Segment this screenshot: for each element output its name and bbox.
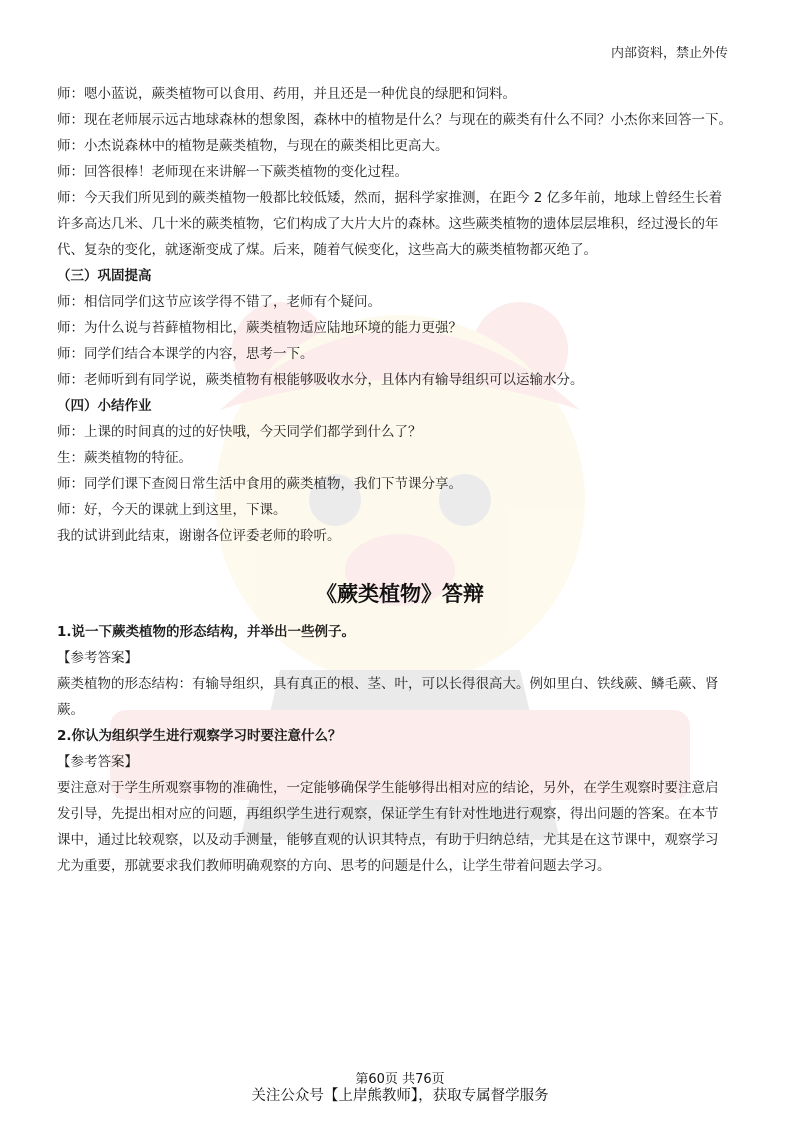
dialogue-line: 师：小杰说森林中的植物是蕨类植物，与现在的蕨类相比更高大。 xyxy=(57,138,449,154)
answer-text: 尤为重要，那就要求我们教师明确观察的方向、思考的问题是什么，让学生带着问题去学习。 xyxy=(57,858,611,874)
dialogue-line: 许多高达几米、几十米的蕨类植物，它们构成了大片大片的森林。这些蕨类植物的遗体层层堆积，经过漫长的年 xyxy=(57,216,719,232)
section-heading: （三）巩固提高 xyxy=(57,268,152,284)
question-1: 1.说一下蕨类植物的形态结构，并举出一些例子。 xyxy=(57,624,356,640)
dialogue-line: 师：同学们课下查阅日常生活中食用的蕨类植物，我们下节课分享。 xyxy=(57,476,462,492)
section-heading: （四）小结作业 xyxy=(57,398,152,414)
answer-label: 【参考答案】 xyxy=(57,754,138,770)
question-2: 2.你认为组织学生进行观察学习时要注意什么？ xyxy=(57,728,342,744)
answer-text: 蕨类植物的形态结构：有输导组织，具有真正的根、茎、叶，可以长得很高大。例如里白、铁线蕨、鳞毛蕨、肾 xyxy=(57,676,719,692)
footer-promo: 关注公众号【上岸熊教师】，获取专属督学服务 xyxy=(251,1088,549,1104)
dialogue-line: 代、复杂的变化，就逐渐变成了煤。后来，随着气候变化，这些高大的蕨类植物都灭绝了。 xyxy=(57,242,597,258)
dialogue-line: 师：好，今天的课就上到这里，下课。 xyxy=(57,502,287,518)
dialogue-line: 师：嗯小蓝说，蕨类植物可以食用、药用，并且还是一种优良的绿肥和饲料。 xyxy=(57,86,516,102)
dialogue-line: 师：同学们结合本课学的内容，思考一下。 xyxy=(57,346,314,362)
dialogue-line: 师：为什么说与苔藓植物相比，蕨类植物适应陆地环境的能力更强？ xyxy=(57,320,462,336)
dialogue-line: 师：相信同学们这节应该学得不错了，老师有个疑问。 xyxy=(57,294,381,310)
dialogue-line: 师：上课的时间真的过的好快哦，今天同学们都学到什么了？ xyxy=(57,424,422,440)
answer-label: 【参考答案】 xyxy=(57,650,138,666)
dialogue-line: 生：蕨类植物的特征。 xyxy=(57,450,192,466)
section-title: 《蕨类植物》答辩 xyxy=(316,582,484,606)
closing-line: 我的试讲到此结束，谢谢各位评委老师的聆听。 xyxy=(57,528,341,544)
answer-text: 蕨。 xyxy=(57,702,84,718)
page-number: 第60页 共76页 xyxy=(355,1072,445,1087)
dialogue-line: 师：老师听到有同学说，蕨类植物有根能够吸收水分，且体内有输导组织可以运输水分。 xyxy=(57,372,584,388)
answer-text: 发引导，先提出相对应的问题，再组织学生进行观察，保证学生有针对性地进行观察，得出问题的答案。在本节 xyxy=(57,806,719,822)
answer-text: 课中，通过比较观察，以及动手测量，能够直观的认识其特点，有助于归纳总结，尤其是在这节课中，观察学习 xyxy=(57,832,719,848)
dialogue-line: 师：今天我们所见到的蕨类植物一般都比较低矮，然而，据科学家推测，在距今 2 亿多年前，地球上曾经生长着 xyxy=(57,190,723,206)
confidential-notice: 内部资料，禁止外传 xyxy=(610,46,728,61)
answer-text: 要注意对于学生所观察事物的准确性，一定能够确保学生能够得出相对应的结论，另外，在学生观察时要注意启 xyxy=(57,780,719,796)
dialogue-line: 师：回答很棒！老师现在来讲解一下蕨类植物的变化过程。 xyxy=(57,164,408,180)
dialogue-line: 师：现在老师展示远古地球森林的想象图，森林中的植物是什么？与现在的蕨类有什么不同？小杰你来回答一下。 xyxy=(57,112,732,128)
